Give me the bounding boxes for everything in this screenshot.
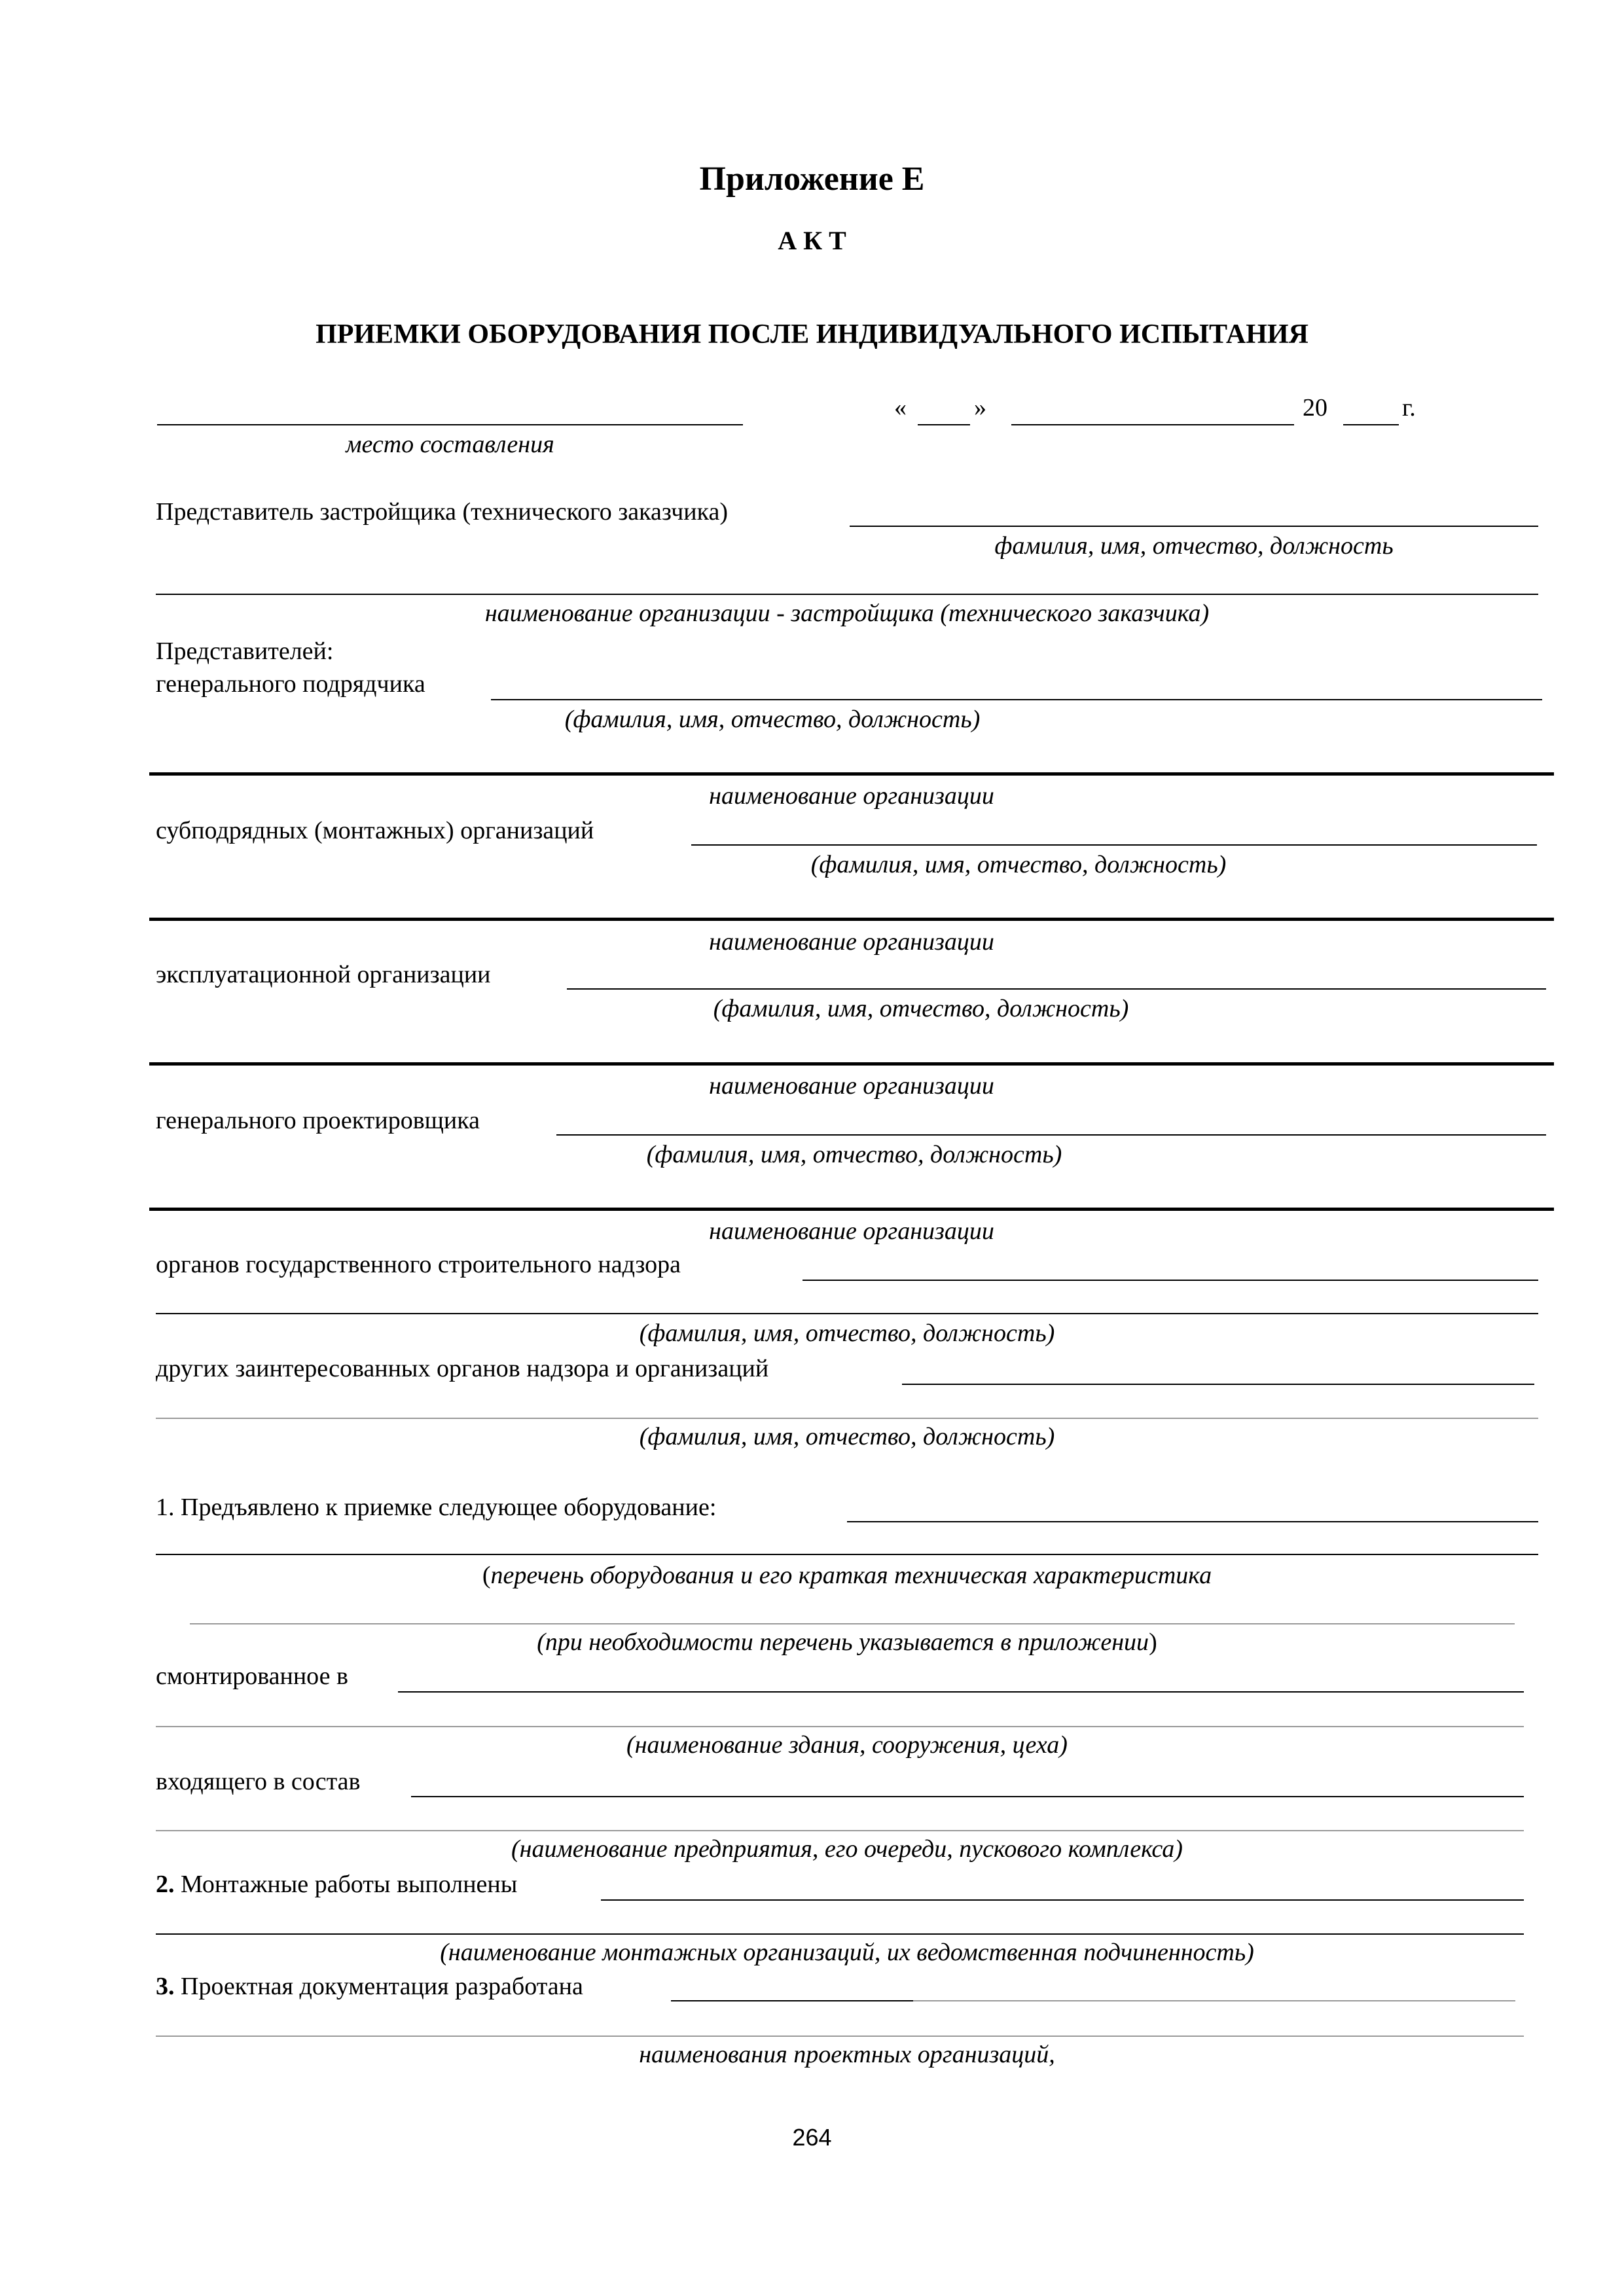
equipment-appendix-caption-paren: ) bbox=[1149, 1628, 1157, 1656]
section3-field-line-2[interactable] bbox=[156, 2036, 1524, 2037]
section3-label bbox=[156, 1974, 583, 1999]
others-field-line[interactable] bbox=[902, 1384, 1534, 1385]
section2-caption: (наименование монтажных организаций, их ведомственная подчиненность) bbox=[440, 1939, 1254, 1966]
part-of-field-line[interactable] bbox=[411, 1796, 1524, 1797]
equipment-caption-text: перечень оборудования и его краткая техническая характеристика bbox=[490, 1562, 1212, 1589]
appendix-title: Приложение Е bbox=[699, 160, 925, 198]
quote-close: » bbox=[974, 394, 986, 422]
equipment-caption bbox=[156, 1563, 1538, 1588]
section2-field-line-2[interactable] bbox=[156, 1933, 1524, 1935]
designer-caption: (фамилия, имя, отчество, должность) bbox=[646, 1141, 1062, 1168]
page-number: 264 bbox=[792, 2124, 832, 2151]
operating-caption: (фамилия, имя, отчество, должность) bbox=[713, 995, 1129, 1022]
representatives-heading: Представителей: bbox=[156, 637, 334, 665]
section2-field-line[interactable] bbox=[601, 1899, 1524, 1901]
section3-caption: наименования проектных организаций, bbox=[639, 2041, 1055, 2068]
section2-label bbox=[156, 1872, 517, 1897]
section3-number: 3. bbox=[156, 1973, 175, 2000]
developer-person-caption: фамилия, имя, отчество, должность bbox=[994, 532, 1394, 560]
subcontractors-org-caption: наименование организации bbox=[709, 928, 994, 956]
developer-org-caption: наименование организации - застройщика (технического заказчика) bbox=[484, 600, 1210, 627]
section3-field-line[interactable] bbox=[671, 2000, 913, 2001]
section2-text: Монтажные работы выполнены bbox=[181, 1871, 518, 1898]
supervision-caption: (фамилия, имя, отчество, должность) bbox=[639, 1319, 1055, 1347]
supervision-field-line[interactable] bbox=[803, 1280, 1538, 1281]
subcontractors-field-line[interactable] bbox=[691, 844, 1537, 846]
designer-org-line[interactable] bbox=[149, 1208, 1554, 1211]
developer-label: Представитель застройщика (технического заказчика) bbox=[156, 498, 728, 526]
year-field-line[interactable] bbox=[1343, 424, 1399, 425]
document-title: ПРИЕМКИ ОБОРУДОВАНИЯ ПОСЛЕ ИНДИВИДУАЛЬНОГО ИСПЫТАНИЯ bbox=[316, 319, 1308, 350]
year-prefix: 20 bbox=[1303, 394, 1327, 422]
day-field-line[interactable] bbox=[918, 424, 970, 425]
others-label: других заинтересованных органов надзора и организаций bbox=[156, 1355, 769, 1382]
designer-org-caption: наименование организации bbox=[709, 1217, 994, 1245]
part-of-label: входящего в состав bbox=[156, 1768, 361, 1795]
equipment-field-line[interactable] bbox=[847, 1521, 1538, 1522]
part-of-caption: (наименование предприятия, его очереди, пускового комплекса) bbox=[511, 1835, 1183, 1863]
year-suffix: г. bbox=[1402, 394, 1416, 422]
others-caption: (фамилия, имя, отчество, должность) bbox=[639, 1423, 1055, 1450]
section3-field-line-cont[interactable] bbox=[913, 2000, 1515, 2001]
developer-field-line[interactable] bbox=[850, 526, 1538, 527]
general-contractor-caption: (фамилия, имя, отчество, должность) bbox=[564, 706, 981, 733]
month-field-line[interactable] bbox=[1011, 424, 1294, 425]
mounted-in-field-line[interactable] bbox=[398, 1691, 1524, 1693]
supervision-field-line-2[interactable] bbox=[156, 1313, 1538, 1314]
place-field-line[interactable] bbox=[157, 424, 743, 425]
mounted-in-caption: (наименование здания, сооружения, цеха) bbox=[626, 1731, 1068, 1759]
equipment-appendix-caption bbox=[156, 1630, 1538, 1655]
quote-open: « bbox=[894, 394, 907, 422]
equipment-field-line-3[interactable] bbox=[190, 1623, 1515, 1624]
place-caption: место составления bbox=[346, 431, 554, 458]
supervision-label: органов государственного строительного надзора bbox=[156, 1251, 681, 1278]
designer-label: генерального проектировщика bbox=[156, 1107, 480, 1134]
others-field-line-2[interactable] bbox=[156, 1418, 1538, 1419]
general-contractor-label: генерального подрядчика bbox=[156, 670, 425, 698]
subcontractors-caption: (фамилия, имя, отчество, должность) bbox=[810, 851, 1227, 878]
general-contractor-field-line[interactable] bbox=[491, 699, 1542, 700]
operating-field-line[interactable] bbox=[567, 988, 1546, 990]
general-contractor-org-line[interactable] bbox=[149, 772, 1554, 776]
mounted-in-field-line-2[interactable] bbox=[156, 1726, 1524, 1727]
section3-text: Проектная документация разработана bbox=[181, 1973, 583, 2000]
operating-org-line[interactable] bbox=[149, 1062, 1554, 1066]
equipment-caption-paren: ( bbox=[482, 1562, 491, 1589]
mounted-in-label: смонтированное в bbox=[156, 1662, 348, 1690]
designer-field-line[interactable] bbox=[556, 1134, 1546, 1136]
equipment-appendix-caption-text: (при необходимости перечень указывается в приложении bbox=[537, 1628, 1149, 1656]
operating-org-caption: наименование организации bbox=[709, 1072, 994, 1100]
operating-label: эксплуатационной организации bbox=[156, 961, 491, 988]
act-heading: А К Т bbox=[778, 226, 846, 255]
general-contractor-org-caption: наименование организации bbox=[709, 782, 994, 810]
subcontractors-org-line[interactable] bbox=[149, 918, 1554, 921]
section2-number: 2. bbox=[156, 1871, 175, 1898]
subcontractors-label: субподрядных (монтажных) организаций bbox=[156, 817, 594, 844]
developer-org-line[interactable] bbox=[156, 594, 1538, 595]
equipment-field-line-2[interactable] bbox=[156, 1554, 1538, 1555]
section1-label: 1. Предъявлено к приемке следующее оборудование: bbox=[156, 1494, 717, 1521]
part-of-field-line-2[interactable] bbox=[156, 1830, 1524, 1831]
